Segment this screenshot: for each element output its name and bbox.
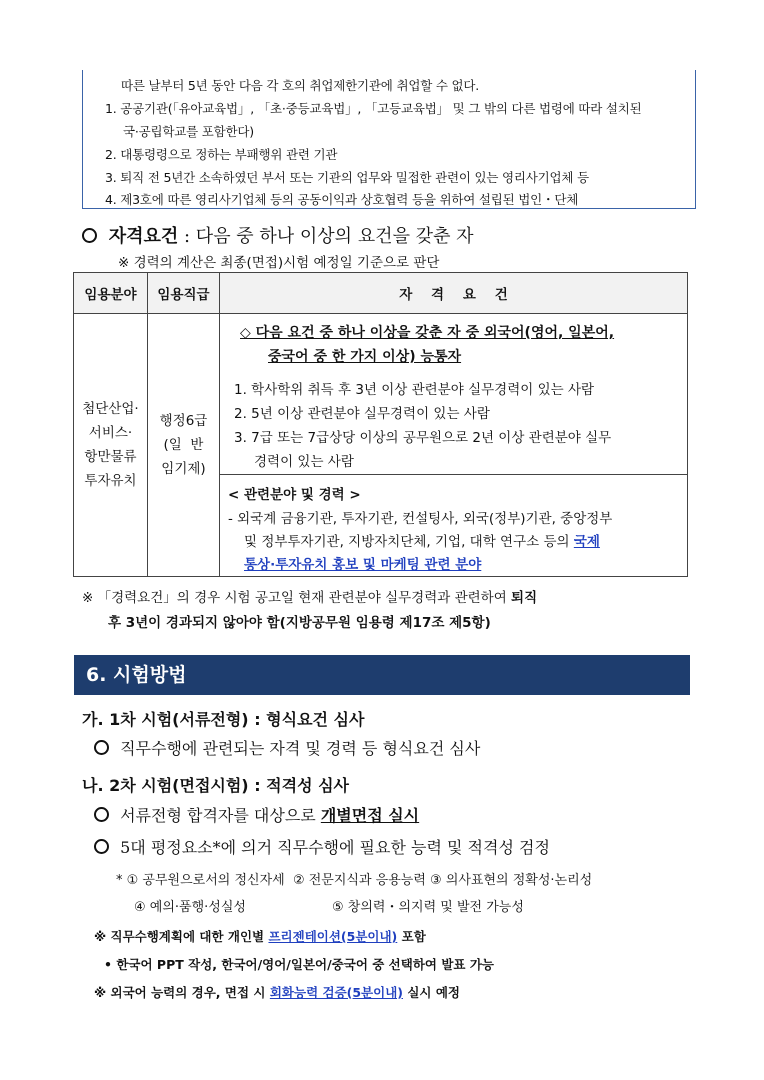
related-fields-block	[220, 475, 687, 575]
related-title: < 관련분야 및 경력 >	[228, 487, 361, 503]
restriction-item-4: 4. 제3호에 따른 영리사기업체 등의 공동이익과 상호협력 등을 위하여 설립된 법인・단체	[105, 192, 579, 207]
second-exam-heading: 나. 2차 시험(면접시험) : 적격성 심사	[82, 776, 350, 795]
requirements-block	[220, 314, 687, 475]
req-item-3: 3. 7급 또는 7급상당 이상의 공무원으로 2년 이상 관련분야 실무	[234, 430, 612, 446]
grade-cell: 행정6급 (일 반 임기제)	[148, 314, 220, 577]
restriction-item-1-cont: 국·공립학교를 포함한다)	[123, 124, 254, 139]
req-item-1: 1. 학사학위 취득 후 3년 이상 관련분야 실무경력이 있는 사람	[234, 382, 595, 398]
second-exam-item-1: 서류전형 합격자를 대상으로 개별면접 실시	[94, 803, 419, 826]
first-exam-item: 직무수행에 관련되는 자격 및 경력 등 형식요건 심사	[94, 736, 480, 759]
req-title-cont: 중국어 중 한 가지 이상) 능통자	[268, 349, 462, 365]
header-field: 임용분야	[74, 273, 148, 314]
circle-bullet-icon	[94, 740, 109, 755]
first-exam-heading: 가. 1차 시험(서류전형) : 형식요건 심사	[82, 710, 365, 729]
req-item-3-cont: 경력이 있는 사람	[254, 454, 354, 470]
second-exam-item-2: 5대 평정요소*에 의거 직무수행에 필요한 능력 및 적격성 검정	[94, 835, 550, 858]
restriction-item-3: 3. 퇴직 전 5년간 소속하였던 부서 또는 기관의 업무와 밀접한 관련이 있는 영리사기업체 등	[105, 170, 589, 185]
qualification-cell	[220, 314, 688, 577]
qualification-note: ※ 경력의 계산은 최종(면접)시험 예정일 기준으로 판단	[118, 255, 440, 271]
restriction-item-2: 2. 대통령령으로 정하는 부패행위 관련 기관	[105, 147, 338, 162]
related-line-2: 및 정부투자기관, 지방자치단체, 기업, 대학 연구소 등의 국제	[244, 534, 600, 550]
circle-bullet-icon	[94, 807, 109, 822]
table-row	[74, 314, 688, 577]
related-line-3: 통상·투자유치 홍보 및 마케팅 관련 분야	[244, 557, 482, 573]
circle-bullet-icon	[94, 839, 109, 854]
presentation-note: ※ 직무수행계획에 대한 개인별 프리젠테이션(5분이내) 포함	[94, 929, 426, 944]
ppt-note: • 한국어 PPT 작성, 한국어/영어/일본어/중국어 중 선택하여 발표 가능	[104, 957, 494, 972]
restriction-intro: 따른 날부터 5년 동안 다음 각 호의 취업제한기관에 취업할 수 없다.	[121, 78, 480, 93]
qualification-heading: 자격요건 : 다음 중 하나 이상의 요건을 갖춘 자	[82, 222, 474, 248]
section-6-header: 6. 시험방법	[74, 655, 690, 695]
career-note-cont: 후 3년이 경과되지 않아야 함(지방공무원 임용령 제17조 제5항)	[108, 615, 491, 631]
career-note: ※ 「경력요건」의 경우 시험 공고일 현재 관련분야 실무경력과 관련하여 퇴직	[82, 590, 538, 606]
header-grade: 임용직급	[148, 273, 220, 314]
evaluation-elements-2b: ⑤ 창의력・의지력 및 발전 가능성	[332, 900, 524, 915]
req-item-2: 2. 5년 이상 관련분야 실무경력이 있는 사람	[234, 406, 490, 422]
req-title: ◇ 다음 요건 중 하나 이상을 갖춘 자 중 외국어(영어, 일본어,	[240, 325, 615, 341]
requirements-table	[73, 272, 688, 577]
restriction-item-1: 1. 공공기관(「유아교육법」, 「초·중등교육법」, 「고등교육법」 및 그 밖의 다른 법령에 따라 설치된	[105, 101, 642, 116]
restriction-box	[82, 70, 696, 209]
field-cell: 첨단산업· 서비스· 항만물류 투자유치	[74, 314, 148, 577]
header-qualification: 자 격 요 건	[220, 273, 688, 314]
evaluation-elements-2a: ④ 예의·품행·성실성	[134, 900, 246, 915]
table-header-row	[74, 273, 688, 314]
language-note: ※ 외국어 능력의 경우, 면접 시 회화능력 검증(5분이내) 실시 예정	[94, 985, 461, 1000]
related-line-1: - 외국계 금융기관, 투자기관, 컨설팅사, 외국(정부)기관, 중앙정부	[228, 511, 613, 527]
evaluation-elements-1: * ① 공무원으로서의 정신자세 ② 전문지식과 응용능력 ③ 의사표현의 정확성·논리성	[116, 873, 593, 888]
circle-bullet-icon	[82, 228, 97, 243]
